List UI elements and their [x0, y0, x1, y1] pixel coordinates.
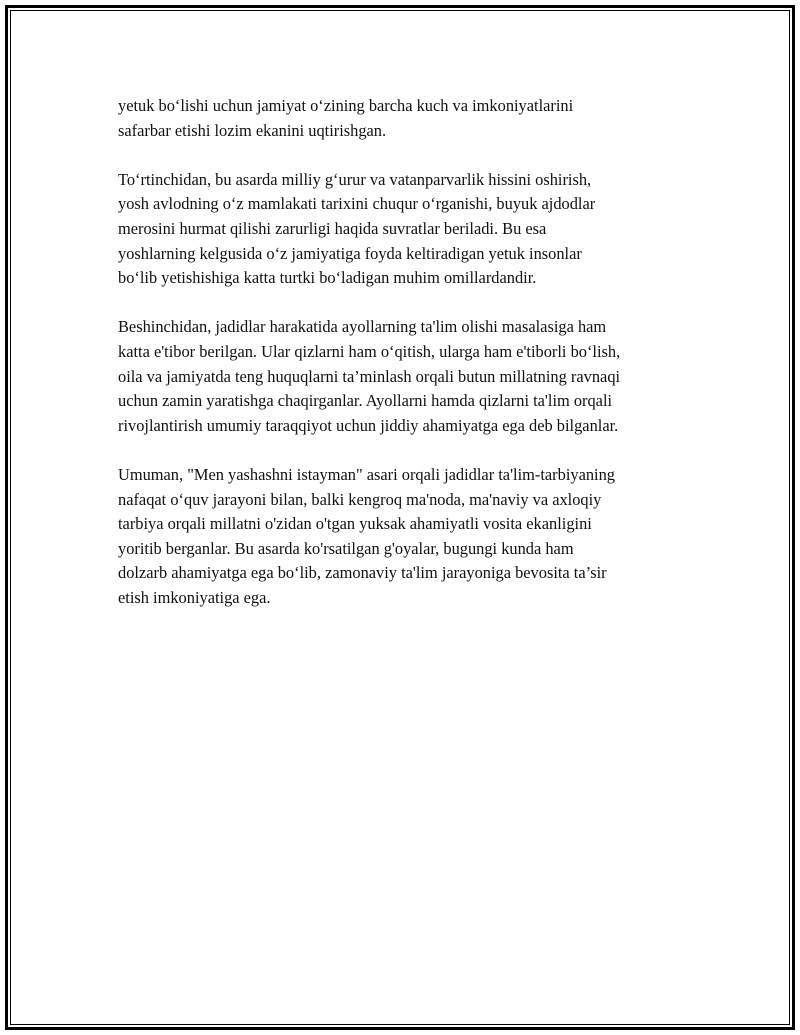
paragraph-fifth-point: Beshinchidan, jadidlar harakatida ayollarning ta'lim olishi masalasiga ham katta e'tibor berilgan. Ular qizlarni ham o‘qitish, ularga ham e'tiborli bo‘lish, oila va jamiyatda teng huquqlarni ta’minlash orqali butun millatning ravnaqi uchun zamin yaratishga chaqirganlar. Ayollarni hamda qizlarni ta'lim orqali rivojlantirish umumiy taraqqiyot uchun jiddiy ahamiyatga ega deb bilganlar.	[118, 317, 621, 435]
paragraph-conclusion: Umuman, "Men yashashni istayman" asari orqali jadidlar ta'lim-tarbiyaning nafaqat o‘quv jarayoni bilan, balki kengroq ma'noda, ma'naviy va axloqiy tarbiya orqali millatni o'zidan o'tgan yuksak ahamiyatli vosita ekanligini yoritib berganlar. Bu asarda ko'rsatilgan g'oyalar, bugungi kunda ham dolzarb ahamiyatga ega bo‘lib, zamonaviy ta'lim jarayoniga bevosita ta’sir etish imkoniyatiga ega.	[118, 464, 616, 607]
document-body	[118, 94, 698, 635]
paragraph-fourth-point: To‘rtinchidan, bu asarda milliy g‘urur va vatanparvarlik hissini oshirish, yosh avlodning o‘z mamlakati tarixini chuqur o‘rganishi, buyuk ajdodlar merosini hurmat qilishi zarurligi haqida suvratlar beriladi. Bu esa yoshlarning kelgusida o‘z jamiyatiga foyda keltiradigan yetuk insonlar bo‘lib yetishishiga katta turtki bo‘ladigan muhim omillardandir.	[118, 169, 596, 288]
paragraph-continuation: yetuk bo‘lishi uchun jamiyat o‘zining barcha kuch va imkoniyatlarini safarbar etishi lozim ekanini uqtirishgan.	[118, 96, 574, 140]
